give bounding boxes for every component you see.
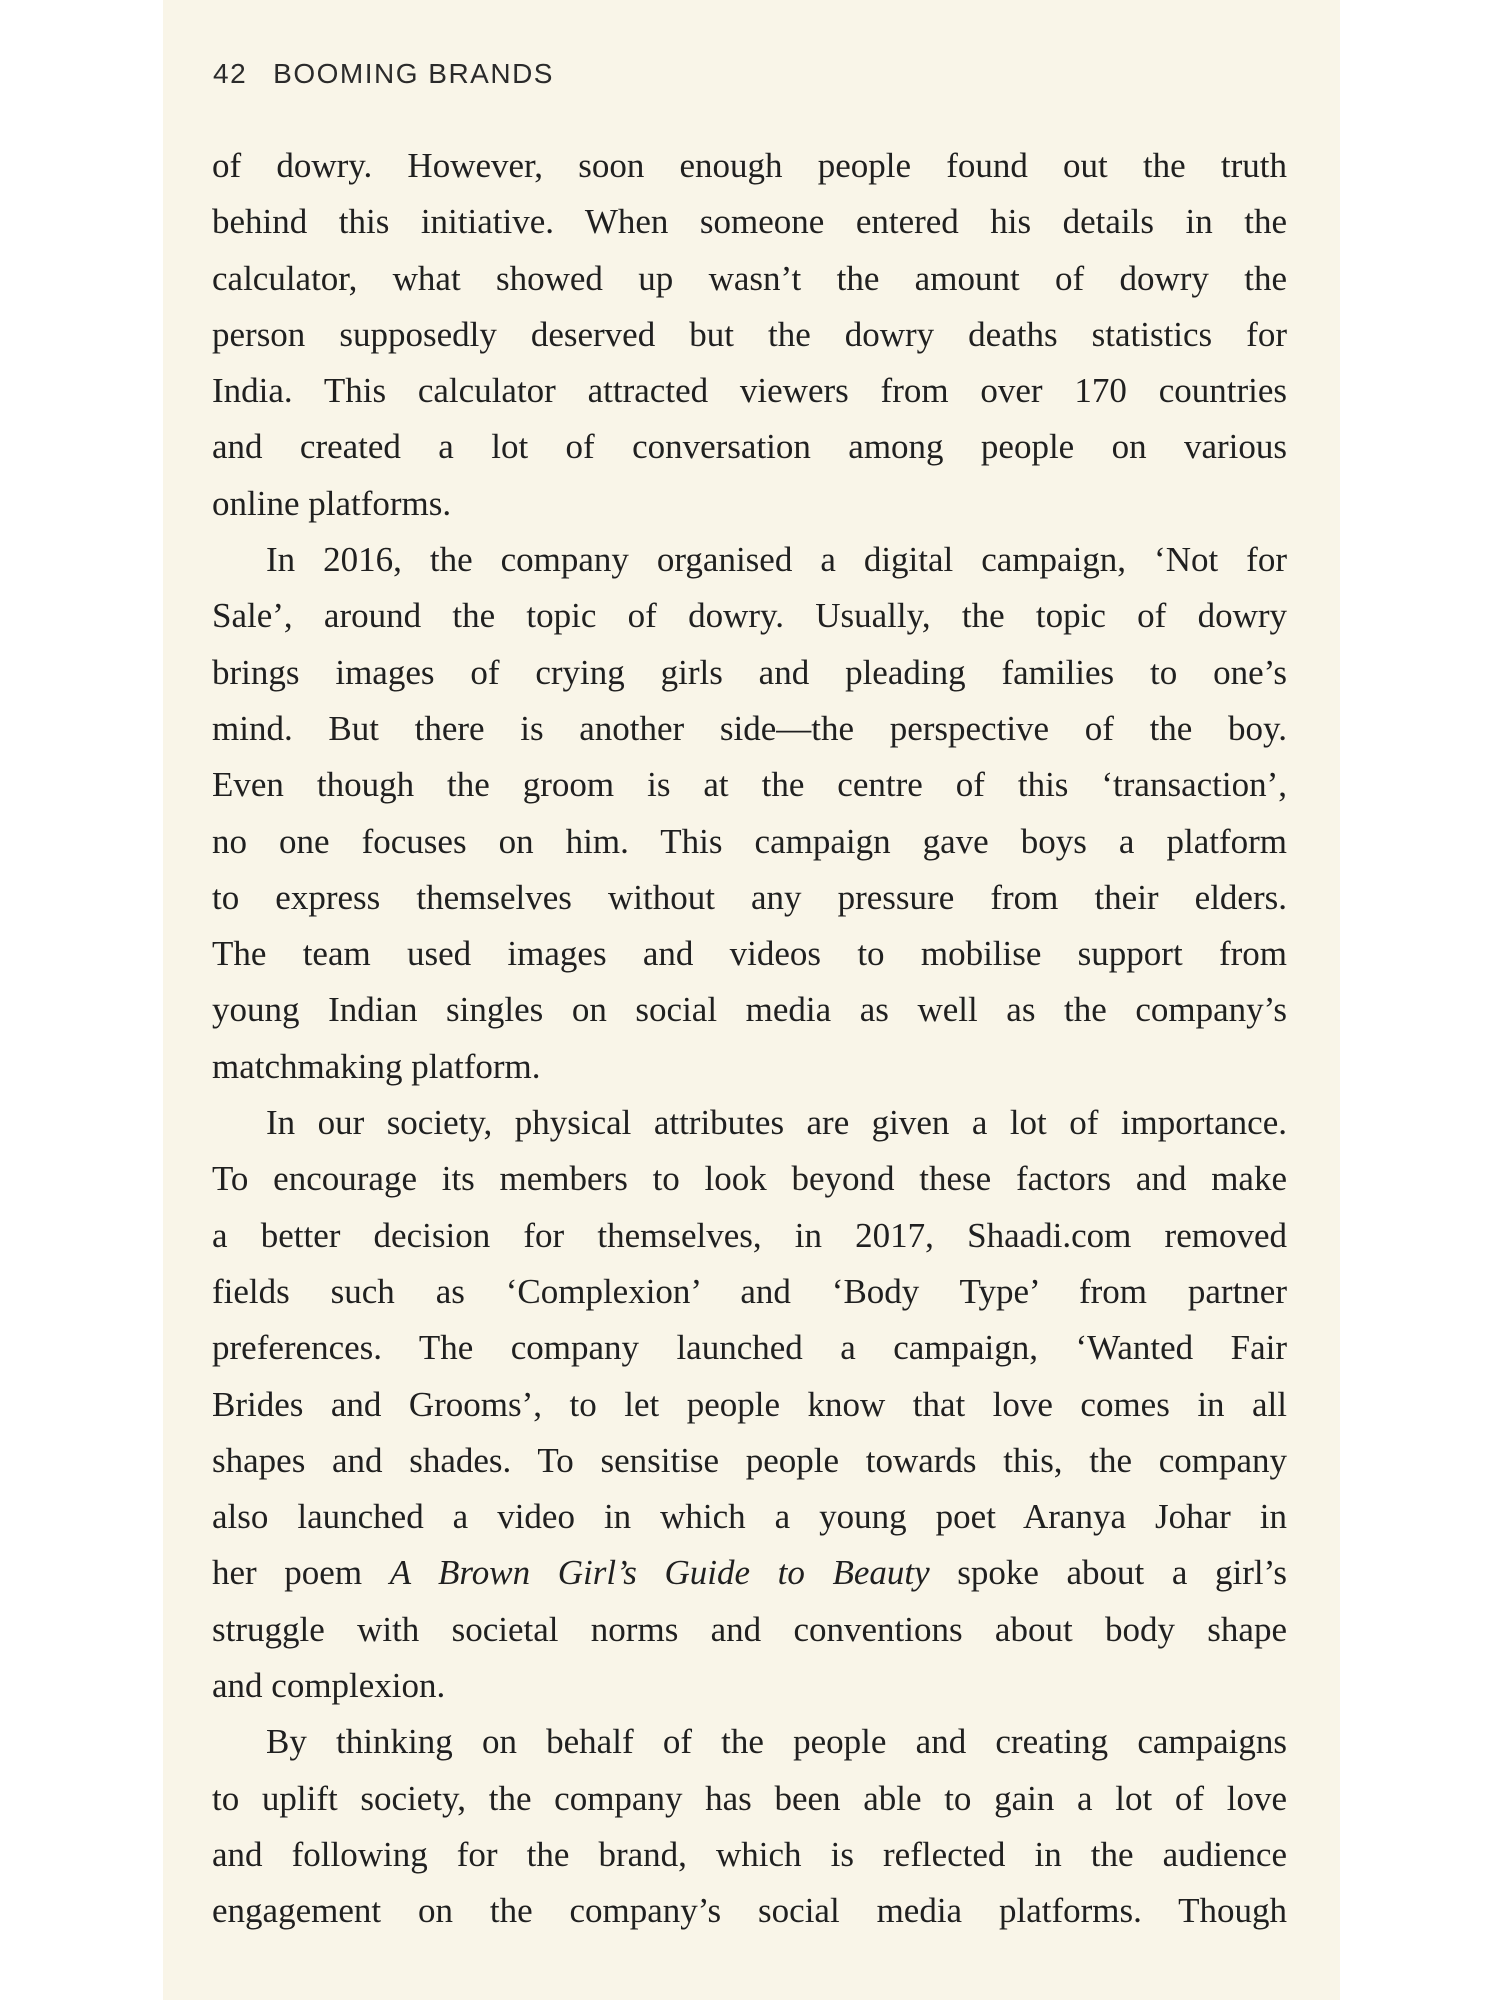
text-line: to uplift society, the company has been able to gain a lot of love xyxy=(212,1778,1287,1818)
text-line: In 2016, the company organised a digital campaign, ‘Not for xyxy=(266,540,1287,580)
text-line: no one focuses on him. This campaign gave boys a platform xyxy=(212,821,1287,861)
text-line: young Indian singles on social media as well as the company’s xyxy=(212,990,1287,1030)
text-line: person supposedly deserved but the dowry deaths statistics for xyxy=(212,314,1287,354)
text-line: India. This calculator attracted viewers from over 170 countries xyxy=(212,371,1287,411)
text-line: a better decision for themselves, in 2017, Shaadi.com removed xyxy=(212,1215,1287,1255)
text-line: also launched a video in which a young poet Aranya Johar in xyxy=(212,1497,1287,1537)
text-line: Sale’, around the topic of dowry. Usually, the topic of dowry xyxy=(212,596,1287,636)
book-page xyxy=(163,0,1340,2000)
running-head xyxy=(213,58,554,90)
text-line: and complexion. xyxy=(212,1666,446,1706)
paragraph-2 xyxy=(212,532,1287,1095)
text-line: In our society, physical attributes are given a lot of importance. xyxy=(266,1103,1287,1143)
text-fragment: her poem xyxy=(212,1553,390,1593)
text-line: mind. But there is another side—the perspective of the boy. xyxy=(212,708,1287,748)
running-title: BOOMING BRANDS xyxy=(273,58,554,89)
text-line: and created a lot of conversation among people on various xyxy=(212,427,1287,467)
text-line: fields such as ‘Complexion’ and ‘Body Type’ from partner xyxy=(212,1271,1287,1311)
text-fragment: spoke about a girl’s xyxy=(929,1553,1287,1593)
text-line: matchmaking platform. xyxy=(212,1046,541,1086)
text-line: of dowry. However, soon enough people found out the truth xyxy=(212,146,1287,185)
text-line: By thinking on behalf of the people and creating campaigns xyxy=(266,1722,1287,1762)
text-line: shapes and shades. To sensitise people towards this, the company xyxy=(212,1440,1287,1480)
poem-title: A Brown Girl’s Guide to Beauty xyxy=(389,1553,930,1593)
text-line: engagement on the company’s social media platforms. Though xyxy=(212,1891,1287,1931)
text-line: calculator, what showed up wasn’t the amount of dowry the xyxy=(212,258,1287,298)
text-line: online platforms. xyxy=(212,483,452,523)
body-text xyxy=(212,138,1287,1940)
text-line: Even though the groom is at the centre of this ‘transaction’, xyxy=(212,765,1287,805)
text-line: The team used images and videos to mobilise support from xyxy=(212,934,1287,974)
text-line: to express themselves without any pressure from their elders. xyxy=(212,877,1287,917)
text-line: and following for the brand, which is reflected in the audience xyxy=(212,1834,1287,1874)
paragraph-4 xyxy=(212,1714,1287,1939)
paragraph-1 xyxy=(212,138,1287,532)
text-line: struggle with societal norms and conventions about body shape xyxy=(212,1609,1287,1649)
text-line-with-title xyxy=(212,1545,1287,1601)
text-line: To encourage its members to look beyond these factors and make xyxy=(212,1159,1287,1199)
text-line: brings images of crying girls and pleading families to one’s xyxy=(212,652,1287,692)
text-line: behind this initiative. When someone entered his details in the xyxy=(212,202,1287,242)
text-line: preferences. The company launched a campaign, ‘Wanted Fair xyxy=(212,1328,1287,1368)
paragraph-3 xyxy=(212,1095,1287,1714)
text-line: Brides and Grooms’, to let people know that love comes in all xyxy=(212,1384,1287,1424)
page-number: 42 xyxy=(213,58,248,89)
